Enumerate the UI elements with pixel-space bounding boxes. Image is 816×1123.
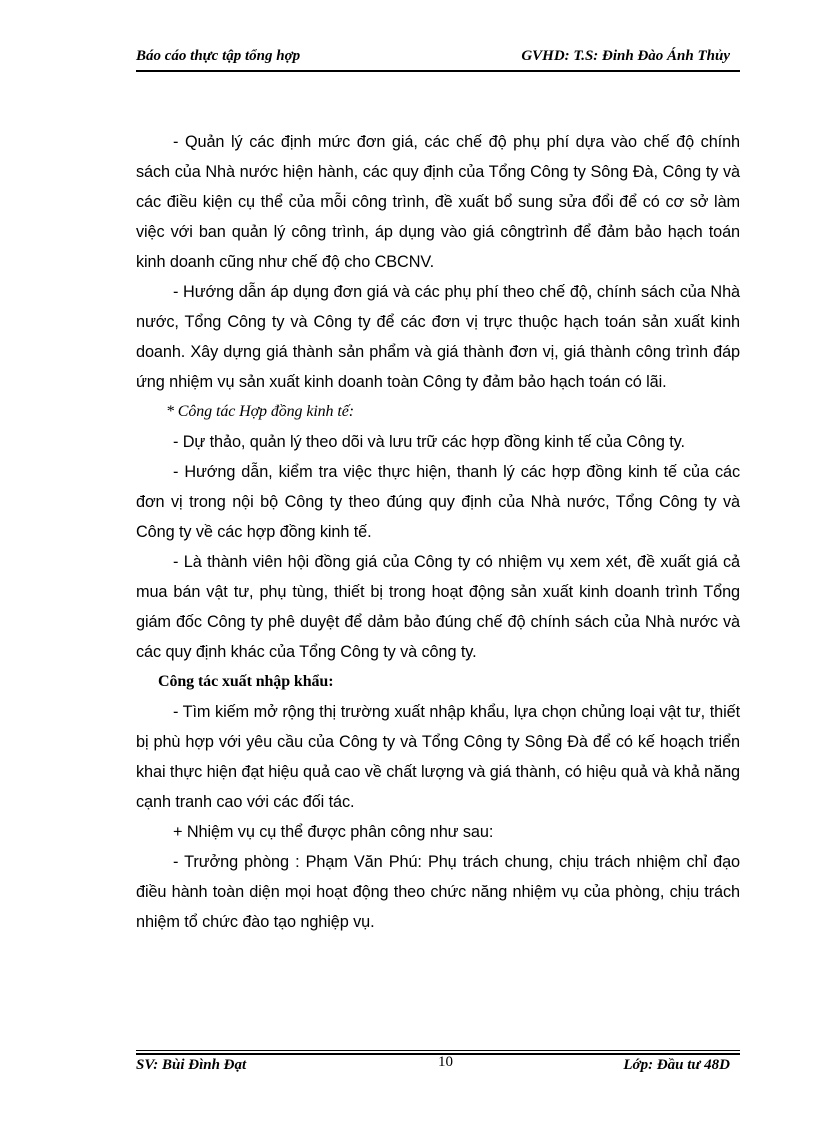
- paragraph-contract-drafting: - Dự thảo, quản lý theo dõi và lưu trữ các hợp đồng kinh tế của Công ty.: [173, 433, 685, 451]
- paragraph-pricing-council: - Là thành viên hội đồng giá của Công ty có nhiệm vụ xem xét, đề xuất giá cả mua bán vật tư, phụ tùng, thiết bị trong hoạt động sản xuất kinh doanh trình Tổng giám đốc Công ty phê duyệt để dảm bảo đúng chế độ chính sách của Nhà nước và các quy định khác của Tổng Công ty và công ty.: [136, 553, 740, 661]
- section-heading-import-export: Công tác xuất nhập khẩu:: [158, 673, 334, 690]
- footer-student-name: SV: Bùi Đình Đạt: [136, 1057, 247, 1073]
- page-header: [136, 48, 740, 72]
- page-number: 10: [438, 1054, 453, 1070]
- paragraph-unit-price-guidance: - Hướng dẫn áp dụng đơn giá và các phụ phí theo chế độ, chính sách của Nhà nước, Tổng Công ty và Công ty để các đơn vị trực thuộc hạch toán sản xuất kinh doanh. Xây dựng giá thành sản phẩm và giá thành đơn vị, giá thành công trình đáp ứng nhiệm vụ sản xuất kinh doanh toàn Công ty đảm bảo hạch toán có lãi.: [136, 283, 740, 391]
- footer-class: Lớp: Đầu tư 48D: [623, 1057, 730, 1073]
- paragraph-head-of-department: - Trưởng phòng : Phạm Văn Phú: Phụ trách chung, chịu trách nhiệm chỉ đạo điều hành toàn diện mọi hoạt động theo chức năng nhiệm vụ của phòng, chịu trách nhiệm tổ chức đào tạo nghiệp vụ.: [136, 853, 740, 931]
- paragraph-task-assignment: + Nhiệm vụ cụ thể được phân công như sau:: [173, 823, 494, 841]
- section-heading-economic-contracts: * Công tác Hợp đồng kinh tế:: [166, 403, 354, 420]
- paragraph-market-expansion: - Tìm kiếm mở rộng thị trường xuất nhập khẩu, lựa chọn chủng loại vật tư, thiết bị phù hợp với yêu cầu của Công ty và Tổng Công ty Sông Đà để có kế hoạch triển khai thực hiện đạt hiệu quả cao về chất lượng và giá thành, có hiệu quả và khả năng cạnh tranh cao với các đối tác.: [136, 703, 740, 811]
- header-report-title: Báo cáo thực tập tổng hợp: [136, 48, 301, 64]
- paragraph-contract-inspection: - Hướng dẫn, kiểm tra việc thực hiện, thanh lý các hợp đồng kinh tế của các đơn vị trong nội bộ Công ty theo đúng quy định của Nhà nước, Tổng Công ty và Công ty về các hợp đồng kinh tế.: [136, 463, 740, 541]
- document-body: [136, 127, 740, 937]
- header-supervisor: GVHD: T.S: Đinh Đào Ánh Thủy: [521, 48, 730, 64]
- paragraph-unit-price-management: - Quản lý các định mức đơn giá, các chế độ phụ phí dựa vào chế độ chính sách của Nhà nước hiện hành, các quy định của Tổng Công ty Sông Đà, Công ty và các điều kiện cụ thể của mỗi công trình, đề xuất bổ sung sửa đổi để có cơ sở làm việc với ban quản lý công trình, áp dụng vào giá côngtrình để đảm bảo hạch toán kinh doanh cũng như chế độ cho CBCNV.: [136, 133, 740, 271]
- page-footer: [136, 1054, 740, 1079]
